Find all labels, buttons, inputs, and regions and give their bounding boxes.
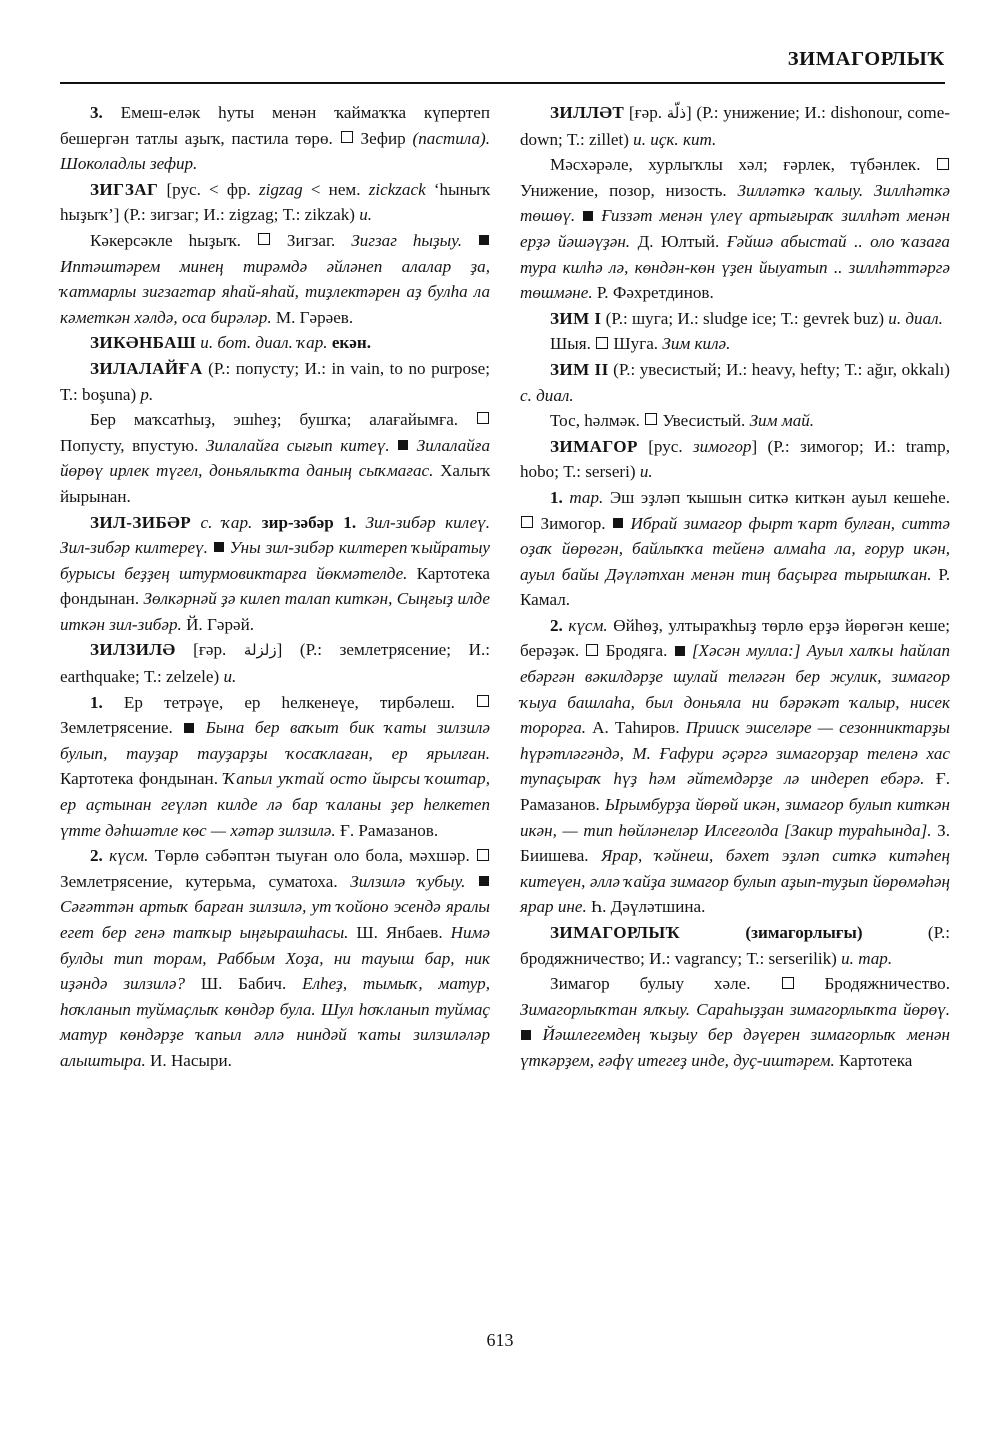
italic-run: zigzag bbox=[258, 179, 303, 199]
italic-run: и. bbox=[359, 205, 373, 225]
filled-square-marker bbox=[479, 876, 489, 886]
headword: ЗИЛАЛАЙҒА bbox=[90, 358, 203, 378]
italic-run: с. ҡар. bbox=[191, 512, 262, 532]
page-footer bbox=[0, 1330, 1000, 1351]
headword: ЗИЛ-ЗИБӘР bbox=[90, 512, 192, 532]
text-run: Р. Камал. bbox=[520, 564, 950, 610]
italic-run: Бына бер ваҡыт бик ҡаты зилзилә булып, тауҙар тауҙарҙы ҡосаҡлаған, ер ярылған. bbox=[60, 718, 490, 763]
italic-run: и. диал. bbox=[888, 308, 943, 328]
running-head: ЗИМАГОРЛЫҠ bbox=[787, 48, 945, 70]
italic-run: и. бот. диал. ҡар. bbox=[196, 333, 332, 353]
entry-zimagor bbox=[520, 434, 950, 485]
filled-square-marker bbox=[214, 542, 224, 552]
left-column bbox=[60, 100, 490, 1305]
text-run: З. Биишева. bbox=[520, 820, 950, 866]
text-run: Ер тетрәүе, ер һелкенеүе, тирбәлеш. bbox=[102, 692, 476, 712]
text-run: Ш. Бабич. bbox=[185, 974, 303, 994]
entry-zim-1-body bbox=[520, 331, 950, 357]
italic-run: Ҡапыл уҡтай осто йырсы ҡоштар, ер аҫтынан геүләп килде лә бар ҡаланы ҙер һелкетеп үтте дәһшәтле көс — хәтәр зилзилә. bbox=[60, 769, 491, 840]
italic-run: Зилалайға сығып китеү. bbox=[205, 435, 398, 455]
text-run: Шыя. bbox=[550, 334, 596, 354]
entry-zimagorlyq bbox=[520, 920, 950, 971]
filled-square-marker bbox=[613, 518, 623, 528]
italic-run: Иптәштәрем минең тирәмдә әйләнеп алалар ҙа, ҡатмарлы зигзагтар яһай-яһай, тиҙлектәрен аҙ булһа ла кәметкән хәлдә, оса бирәләр. bbox=[60, 256, 490, 327]
filled-square-marker bbox=[675, 646, 685, 656]
entry-zilzila bbox=[60, 637, 490, 689]
filled-square-marker bbox=[398, 440, 408, 450]
filled-square-marker bbox=[184, 723, 194, 733]
italic-run: Зим килә. bbox=[662, 334, 731, 354]
text-run: Бродяга. bbox=[599, 641, 674, 661]
text-run: Шуга. bbox=[609, 334, 663, 354]
text-run: Емеш-еләк һуты менән ҡаймаҡҡа күпертеп бешергән татлы аҙыҡ, пастила төрө. bbox=[60, 103, 490, 148]
text-run: [рус. < фр. bbox=[158, 179, 259, 199]
entry-zigzag bbox=[60, 177, 490, 228]
text-run: Халыҡ йырынан. bbox=[60, 461, 490, 506]
italic-run: Зилзилә ҡубыу. bbox=[350, 871, 478, 891]
text-run: ] (Р.: зимогор; И.: tramp, hobo; Т.: serseri) bbox=[520, 436, 951, 482]
text-run: Картотека фондынан. bbox=[60, 769, 224, 789]
open-square-marker bbox=[258, 233, 270, 245]
filled-square-marker bbox=[479, 235, 489, 245]
text-run: Зефир bbox=[353, 128, 413, 148]
italic-run: и. иҫк. кит. bbox=[633, 129, 717, 149]
italic-run: Уны зил-зибәр килтереп ҡыйратыу бурысы беҙҙең штурмовиктарға йөкмәтелде. bbox=[60, 538, 490, 583]
text-run: Кәкерсәкле һыҙыҡ. bbox=[90, 230, 257, 250]
italic-run: Зилләткә ҡалыу. Зиллһәткә төшөү. bbox=[520, 180, 950, 226]
text-run: Д. Юлтый. bbox=[630, 231, 727, 251]
entry-zim-1 bbox=[520, 306, 950, 332]
italic-run: Зимагорлыҡтан ялҡыу. Сараһыҙҙан зимагорлыҡта йөрөү. bbox=[520, 999, 950, 1019]
text-run: < нем. bbox=[302, 179, 369, 199]
text-run: Зимогор. bbox=[534, 513, 613, 533]
italic-run: Прииск эшселәре — сезонниктарҙы һүрәтләгәндә, М. Ғафури әҫәргә зимагорҙар теленә хас тупаҫыраҡ һүҙ һәм әйтемдәрҙе лә индереп ебәрә. bbox=[520, 718, 950, 789]
entry-zikanbash bbox=[60, 330, 490, 356]
entry-zim-2 bbox=[520, 357, 950, 408]
open-square-marker bbox=[937, 158, 949, 170]
headword: ЗИЛЗИЛӘ bbox=[90, 640, 176, 660]
italic-run: зимогор bbox=[693, 436, 752, 456]
headword: ЗИЛЛӘТ bbox=[550, 103, 625, 122]
italic-run: Ғиззәт менән үлеү артығыраҡ зиллһәт менән ерҙә йәшәүҙән. bbox=[520, 206, 950, 251]
text-run: ] (Р.: землетрясение; И.: earthquake; Т.: zelzele) bbox=[60, 640, 490, 687]
open-square-marker bbox=[477, 695, 489, 707]
text-run: Зимагор булыу хәле. bbox=[550, 974, 781, 994]
bold-run: 1. bbox=[550, 487, 563, 507]
entry-zim-2-body bbox=[520, 408, 950, 434]
entry-zillat-body bbox=[520, 152, 950, 306]
entry-zimagorlyq-body bbox=[520, 971, 950, 1073]
text-run: Унижение, позор, низость. bbox=[520, 180, 738, 200]
entry-zillat bbox=[520, 100, 950, 152]
entry-zefir-sense-3 bbox=[60, 100, 490, 177]
italic-run: zickzack bbox=[368, 179, 426, 199]
italic-run: Нимә булды тип торам, Раббым Хоҙа, ни тауыш бар, ник иҙәндә зилзилә? bbox=[60, 923, 490, 994]
text-run: Картотека bbox=[834, 1050, 913, 1070]
arabic-etymon: ذلّة bbox=[666, 104, 687, 122]
italic-run: р. bbox=[140, 384, 154, 404]
text-run: Мәсхәрәле, хурлыҡлы хәл; ғәрлек, түбәнлек. bbox=[550, 155, 936, 175]
italic-run: күсм. bbox=[562, 615, 608, 635]
filled-square-marker bbox=[583, 211, 593, 221]
italic-run: Ырымбурҙа йөрөй икән, зимагор булып киткән икән, — тип һөйләнеләр Илсеғолда [Закир тураһында]. bbox=[520, 795, 950, 840]
italic-run: Зилалайға йөрөү ирлек түгел, доньялыҡта даның сыҡмағас. bbox=[60, 435, 491, 481]
open-square-marker bbox=[645, 413, 657, 425]
headword: ЗИГЗАГ bbox=[90, 179, 159, 199]
headword: ЗИМАГОР bbox=[550, 436, 638, 456]
text-run: Р. Фәхретдинов. bbox=[592, 283, 714, 303]
text-run: Бер маҡсатһыҙ, эшһеҙ; бушҡа; алағайымға. bbox=[90, 410, 476, 430]
open-square-marker bbox=[586, 644, 598, 656]
italic-run: (пастила). Шоколадлы зефир. bbox=[60, 128, 490, 174]
italic-run: Зил-зибәр килеү. Зил-зибәр килтереү. bbox=[60, 512, 491, 558]
italic-run: Зигзаг һыҙыу. bbox=[351, 230, 478, 250]
entry-zilalayga-body bbox=[60, 407, 490, 509]
text-run: Землетрясение, кутерьма, суматоха. bbox=[60, 871, 351, 891]
text-run: Һ. Дәүләтшина. bbox=[586, 897, 706, 917]
text-run: И. Насыри. bbox=[145, 1050, 232, 1070]
text-run: Ғ. Рамазанов. bbox=[335, 820, 439, 840]
bold-run: 1. bbox=[90, 692, 103, 712]
italic-run: Зим май. bbox=[749, 411, 815, 431]
italic-run: Йәшлегемдең ҡыҙыу бер дәүерен зимагорлыҡ менән үткәрҙем, ғәфү итегеҙ инде, дуҫ-иштәрем. bbox=[520, 1025, 950, 1070]
bold-run: (зимагорлығы) bbox=[680, 923, 863, 942]
open-square-marker bbox=[341, 131, 353, 143]
italic-run: с. диал. bbox=[520, 385, 574, 405]
italic-run: Зөлкәрнәй ҙә килеп талап киткән, Сыңғыҙ илде иткән зил-зибәр. bbox=[60, 589, 491, 634]
bold-run: зир-зәбәр 1. bbox=[261, 512, 357, 532]
right-column bbox=[520, 100, 950, 1305]
italic-run: Елһеҙ, тымыҡ, матур, һоҡланып туймаҫлыҡ көндәр була. Шул һоҡланып туймаҫ матур көндәрҙе ҡапыл әллә ниндәй ҡаты зилзиләләр алыштыра. bbox=[60, 974, 490, 1070]
open-square-marker bbox=[477, 412, 489, 424]
open-square-marker bbox=[477, 849, 489, 861]
entry-zilalayga bbox=[60, 356, 490, 407]
bold-run: 2. bbox=[90, 846, 103, 866]
open-square-marker bbox=[782, 977, 794, 989]
bold-run: екән. bbox=[331, 333, 371, 353]
text-run: Ш. Янбаев. bbox=[348, 923, 451, 942]
arabic-etymon: زلزلة bbox=[243, 641, 277, 660]
headword: ЗИМ I bbox=[550, 308, 602, 328]
text-run: Тос, һәлмәк. bbox=[550, 411, 645, 431]
text-run: [ғәр. bbox=[175, 640, 244, 660]
text-run: Й. Гәрәй. bbox=[181, 614, 255, 634]
italic-run: и. тар. bbox=[841, 948, 893, 968]
bold-run: 3. bbox=[90, 103, 103, 122]
italic-run: күсм. bbox=[102, 846, 149, 866]
open-square-marker bbox=[596, 337, 608, 349]
text-run: ] (Р.: унижение; И.: dishonour, come-down; Т.: zillet) bbox=[520, 103, 950, 149]
italic-run: [Хәсән мулла:] Ауыл халҡы һайлап ебәргән вәкилдәрҙе шулай теләгән бер жулик, зимагор ҡыуа башлаһа, был доньяла ни бәрәкәт ҡалыр, нисек торорға. bbox=[520, 641, 950, 738]
bold-run: 2. bbox=[550, 615, 563, 635]
entry-zilzila-2 bbox=[60, 843, 490, 1073]
text-run: (Р.: увесистый; И.: heavy, hefty; Т.: ağır, okkalı) bbox=[608, 359, 950, 379]
italic-run: Сәғәттән артыҡ барған зилзилә, ут ҡойоно эсендә яралы егет бер генә тапҡыр ыңғырашһасы. bbox=[60, 897, 490, 942]
headword: ЗИКӘНБАШ bbox=[90, 333, 197, 353]
text-run: Картотека фондынан. bbox=[60, 563, 490, 609]
headword: ЗИМАГОРЛЫҠ bbox=[550, 923, 681, 942]
filled-square-marker bbox=[521, 1030, 531, 1040]
text-run: Өйһөҙ, ултыраҡһыҙ төрлө ерҙә йөрөгән кеше; берәҙәк. bbox=[520, 615, 951, 661]
entry-zimagor-1 bbox=[520, 485, 950, 613]
headword: ЗИМ II bbox=[550, 359, 609, 379]
header-rule bbox=[60, 82, 945, 84]
text-run: Увесистый. bbox=[658, 411, 750, 431]
text-run: Попусту, впустую. bbox=[60, 435, 206, 455]
italic-run: Ибрай зимагор фырт ҡарт булған, ситтә оҙаҡ йөрөгән, байлыҡҡа тейенә алмаһа ла, ғорур икән, ауыл байы Дәүләтхан менән тиң баҫырға тырышҡан. bbox=[520, 513, 950, 584]
italic-run: Ярар, ҡәйнеш, бәхет эҙләп ситкә китәһең китеүен, әллә ҡайҙа зимагор булып аҙып-туҙып йөрөмәһәң ярар ине. bbox=[520, 846, 950, 917]
italic-run: и. bbox=[223, 667, 237, 687]
italic-run: и. bbox=[639, 462, 653, 482]
italic-run: тар. bbox=[562, 487, 604, 507]
page-header bbox=[60, 48, 945, 71]
text-columns bbox=[60, 100, 950, 1305]
text-run: [рус. bbox=[637, 436, 694, 456]
text-run: [ғәр. bbox=[624, 103, 667, 122]
italic-run: Ғәйшә абыстай .. оло ҡазаға тура килһә лә, көндән-көн үҙен йыуатып .. зиллһәттәргә төшмәне. bbox=[520, 231, 950, 303]
text-run: (Р.: бродяжничество; И.: vagrancy; Т.: serserilik) bbox=[520, 923, 950, 968]
text-run: Эш эҙләп ҡышын ситкә киткән ауыл кешеһе. bbox=[603, 487, 950, 507]
open-square-marker bbox=[521, 516, 533, 528]
entry-zilzila-1 bbox=[60, 690, 490, 844]
text-run: Землетрясение. bbox=[60, 718, 184, 738]
text-run: Зигзаг. bbox=[270, 230, 352, 250]
text-run: ‘һыныҡ һыҙыҡ’] (Р.: зигзаг; И.: zigzag; Т.: zikzak) bbox=[60, 179, 490, 225]
entry-zimagor-2 bbox=[520, 613, 950, 920]
text-run: М. Гәрәев. bbox=[271, 307, 354, 327]
text-run: (Р.: шуга; И.: sludge ice; Т.: gevrek buz) bbox=[601, 308, 889, 328]
text-run: Төрлө сәбәптән тыуған оло бола, мәхшәр. bbox=[148, 846, 476, 866]
folio-number: 613 bbox=[486, 1330, 514, 1350]
entry-zil-zibar bbox=[60, 510, 490, 638]
text-run: (Р.: попусту; И.: in vain, to no purpose; Т.: boşuna) bbox=[60, 358, 490, 404]
entry-zigzag-body bbox=[60, 228, 490, 330]
text-run: Ғ. Рамазанов. bbox=[520, 769, 951, 815]
text-run: А. Таһиров. bbox=[586, 718, 686, 738]
text-run: Бродяжничество. bbox=[794, 974, 950, 994]
